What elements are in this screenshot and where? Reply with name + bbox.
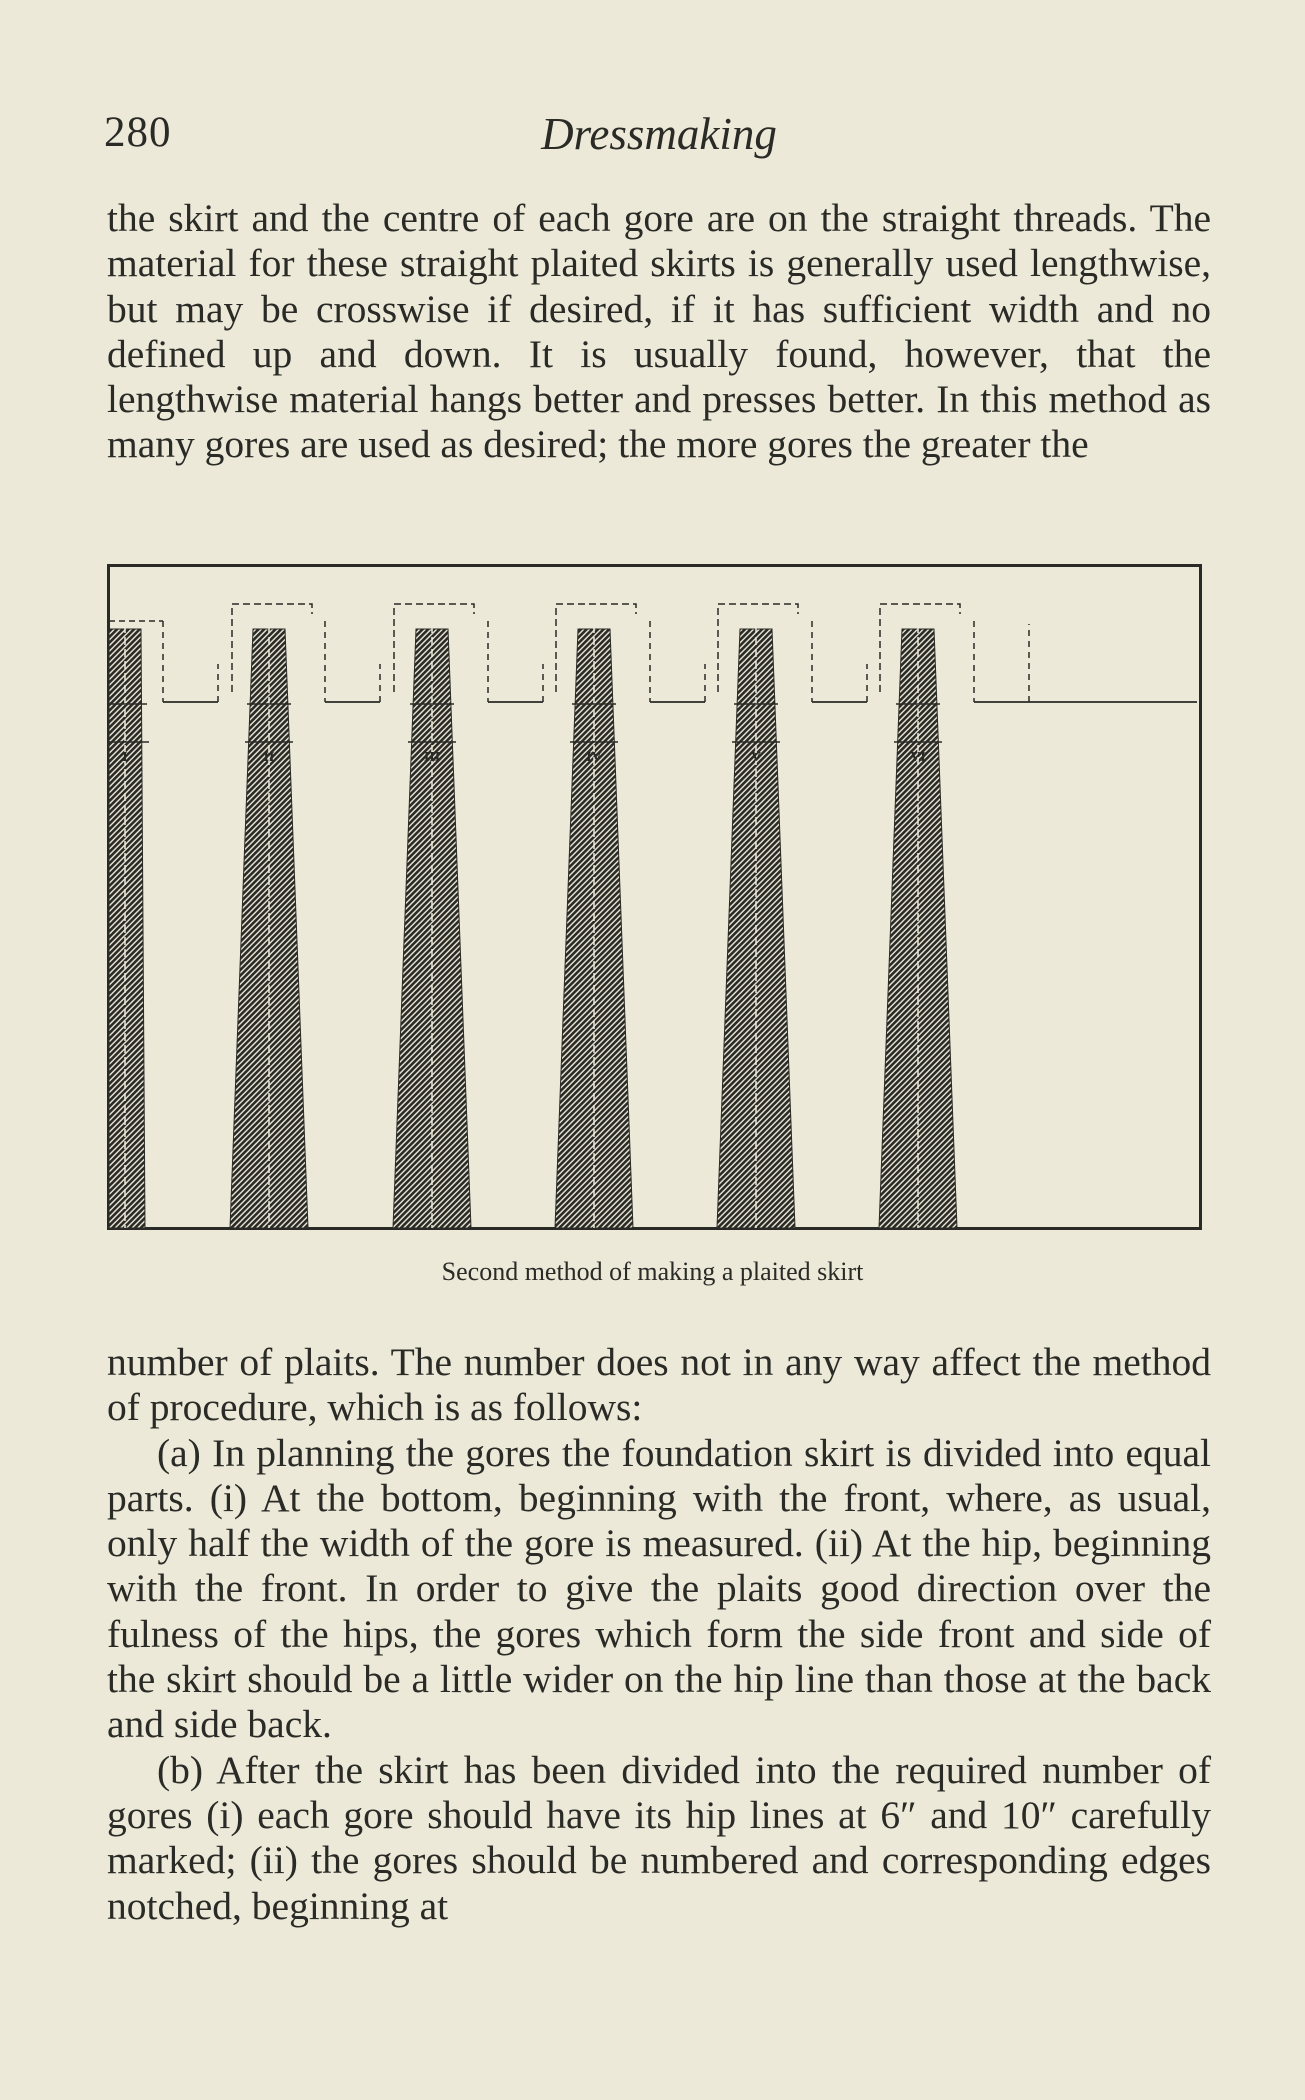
gore-number-label: II bbox=[263, 750, 275, 765]
gore-number-label: I bbox=[122, 750, 128, 765]
gore-number-label: VI bbox=[910, 750, 926, 765]
gore-number-label: V bbox=[750, 750, 762, 765]
gore-number-label: III bbox=[423, 750, 441, 765]
gore-1 bbox=[109, 629, 145, 1228]
plaited-skirt-figure bbox=[107, 564, 1202, 1230]
paragraph: number of plaits. The number does not in any way affect the method of procedure, which is as follows: bbox=[107, 1340, 1211, 1430]
figure-caption: Second method of making a plaited skirt bbox=[441, 1257, 864, 1286]
page-number: 280 bbox=[104, 109, 172, 156]
paragraph: the skirt and the centre of each gore are on the straight threads. The material for these straight plaited skirts is generally used lengthwise, but may be crosswise if desired, if it has sufficient width and no defined up and down. It is usually found, however, that the lengthwise material hangs better and presses better. In this method as many gores are used as desired; the more gores the greater the bbox=[107, 196, 1211, 467]
body-text-top bbox=[107, 196, 1211, 468]
page-header bbox=[104, 108, 1214, 168]
running-title: Dressmaking bbox=[541, 109, 777, 159]
paragraph-a: (a) In planning the gores the foundation skirt is divided into equal parts. (i) At the bottom, beginning with the front, where, as usual, only half the width of the gore is measured. (ii) At the hip, beginning with the front. In order to give the plaits good direction over the fulness of the hips, the gores which form the side front and side of the skirt should be a little wider on the hip line than those at the back and side back. bbox=[107, 1430, 1211, 1747]
plaited-skirt-diagram bbox=[107, 564, 1202, 1230]
paragraph-b: (b) After the skirt has been divided into the required number of gores (i) each gore should have its hip lines at 6″ and 10″ carefully marked; (ii) the gores should be numbered and corresponding edges notched, beginning at bbox=[107, 1747, 1211, 1928]
gore-number-label: IV bbox=[586, 750, 602, 765]
body-text-bottom bbox=[107, 1340, 1211, 1929]
